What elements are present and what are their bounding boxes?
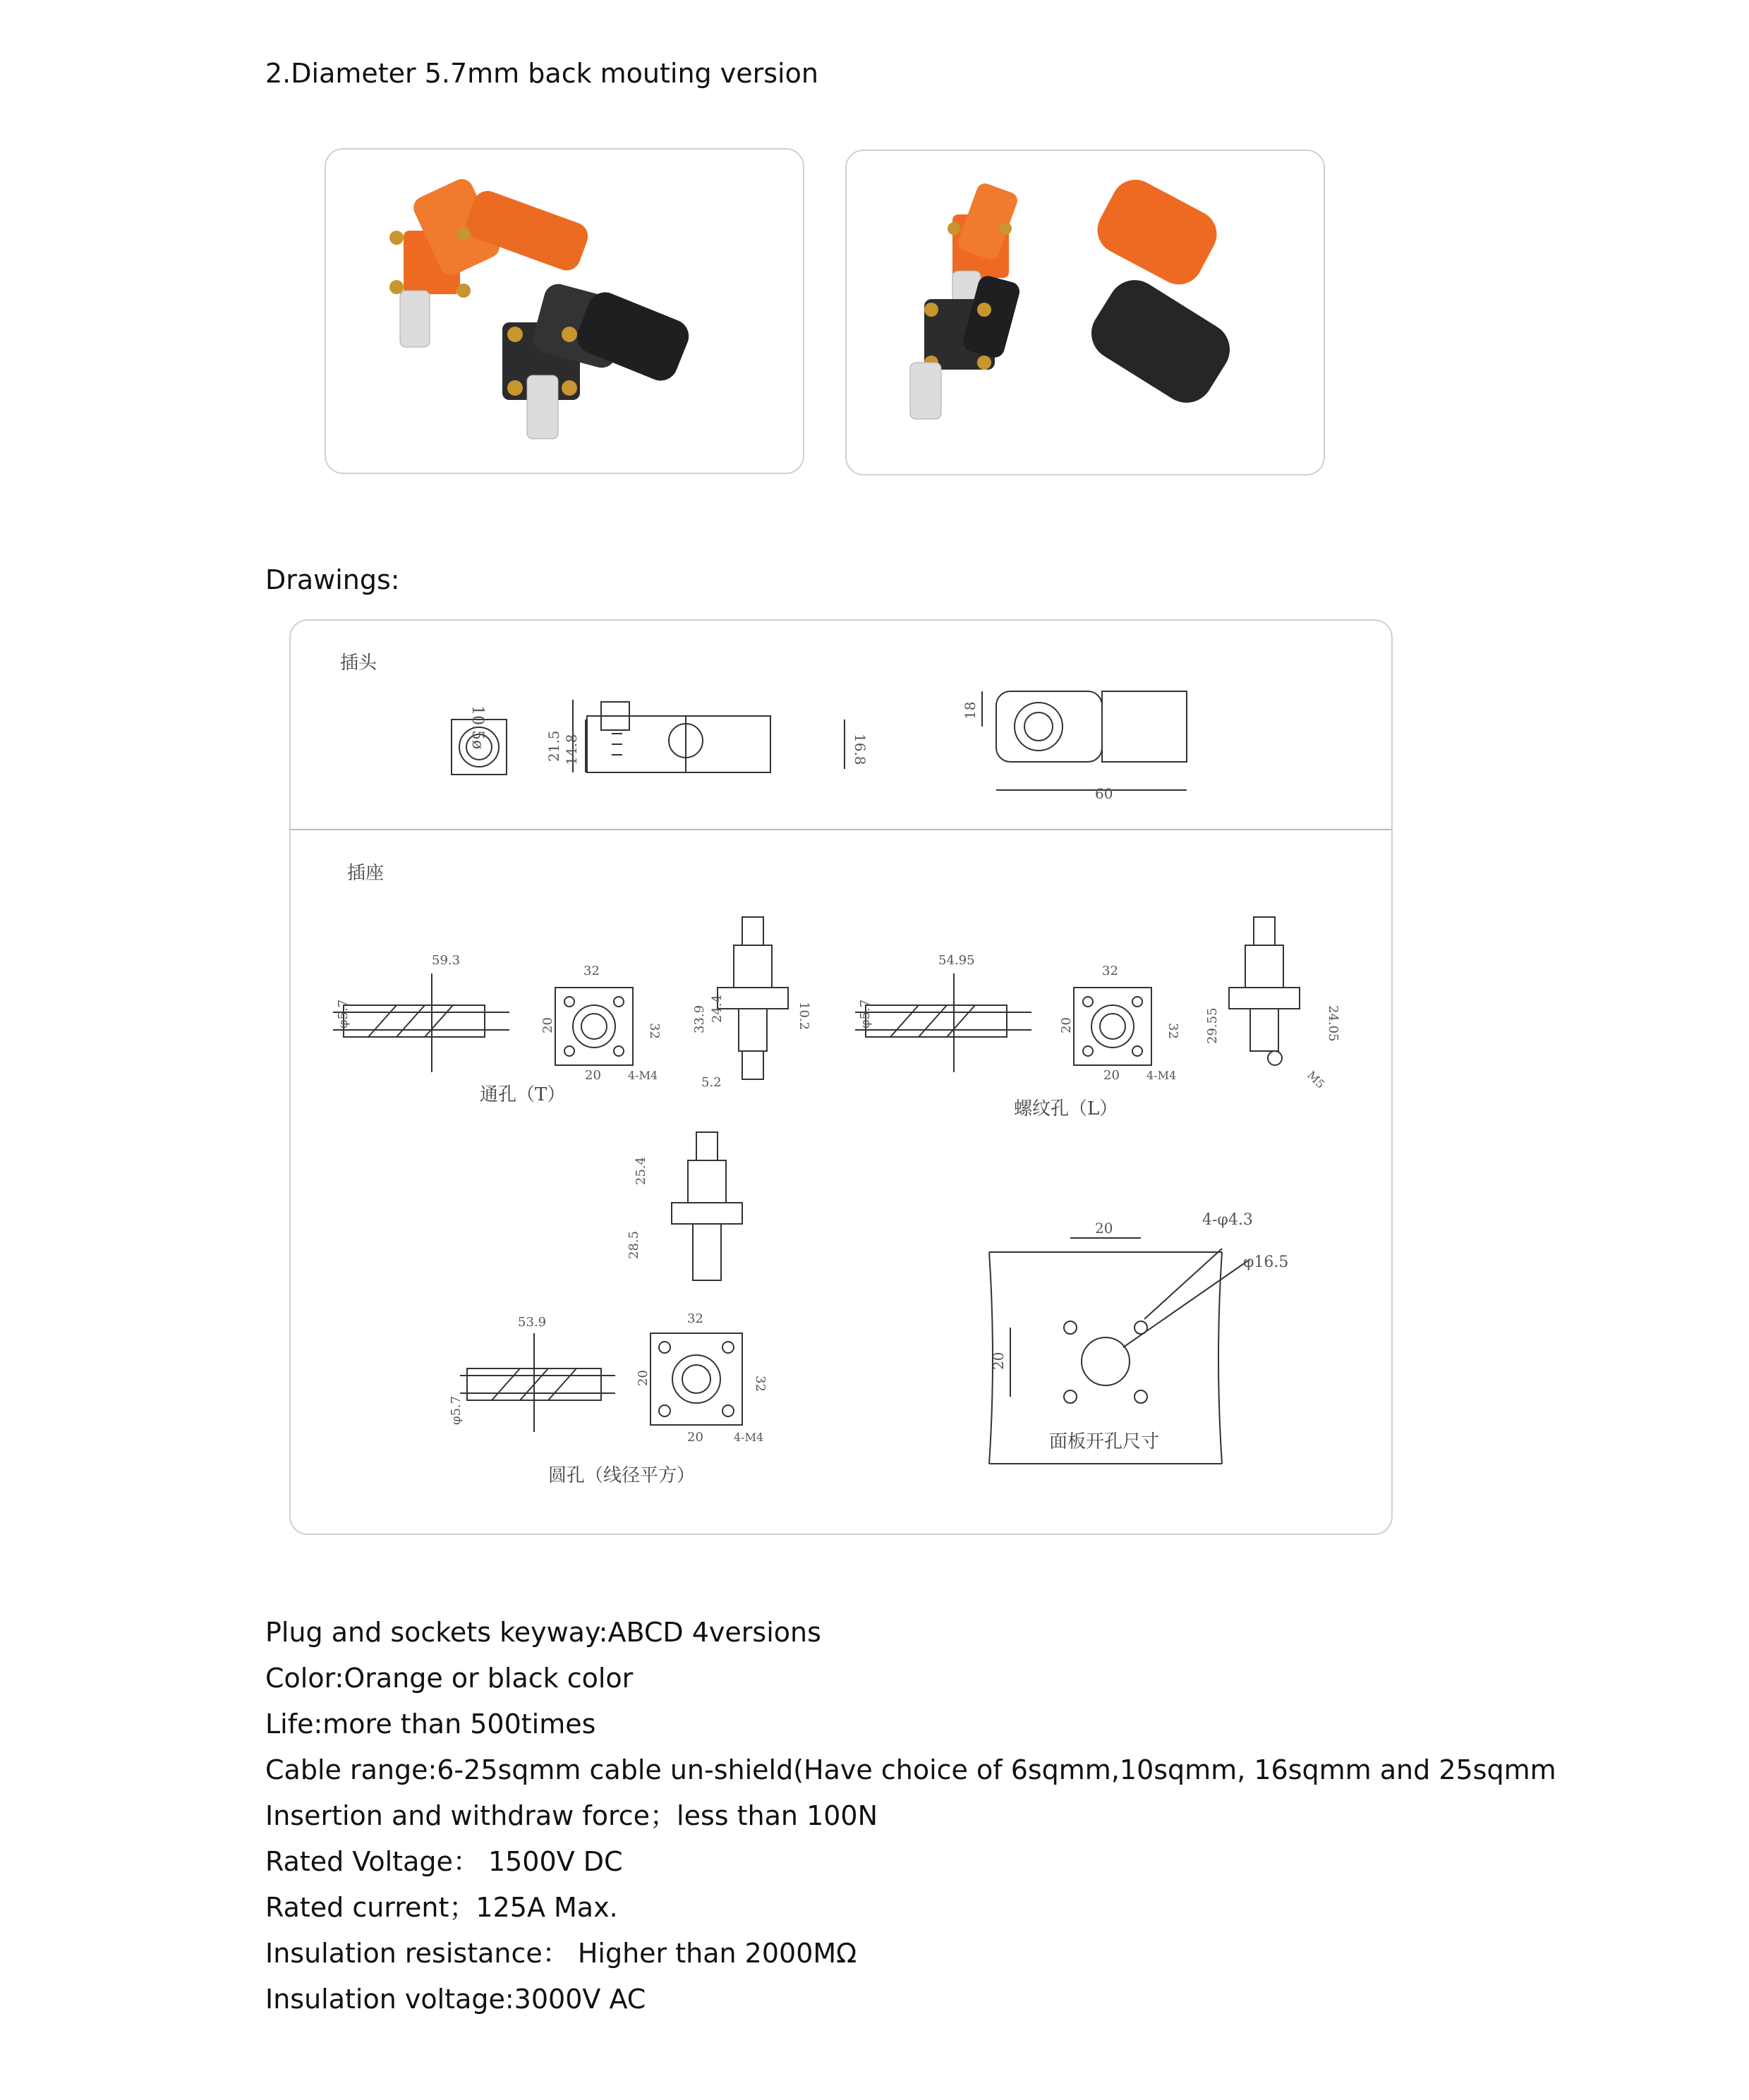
dim-plug-top-h: 18 — [962, 701, 979, 720]
socket-l-front-view — [1074, 988, 1151, 1065]
socket-t-side-view — [333, 973, 509, 1072]
dim-t-pitch: 20 — [540, 1017, 555, 1033]
dim-l-dia: φ5.7 — [858, 999, 873, 1028]
dim-l-sq2: 32 — [1166, 1023, 1180, 1039]
dim-l-h1: 29.55 — [1205, 1007, 1220, 1044]
spec-keyway: Plug and sockets keyway:ABCD 4versions — [265, 1617, 821, 1648]
label-round-hole: 圆孔（线径平方） — [548, 1465, 696, 1486]
dim-r-h2: 28.5 — [627, 1230, 641, 1259]
dim-l-len: 54.95 — [938, 953, 975, 968]
dim-t-pitch2: 20 — [585, 1068, 601, 1083]
dim-t-dia: φ5.7 — [336, 999, 351, 1028]
technical-drawings — [289, 619, 1393, 1535]
dim-t-h3: 10.2 — [797, 1002, 811, 1031]
socket-r-elevation — [672, 1132, 742, 1280]
label-plug: 插头 — [340, 653, 377, 674]
black-plug — [1082, 270, 1240, 413]
dim-r-dia: φ5.7 — [449, 1395, 464, 1425]
label-through-hole: 通孔（T） — [480, 1084, 566, 1105]
spec-insulation-resistance: Insulation resistance： Higher than 2000MΩ — [265, 1938, 857, 1969]
dim-l-thread: 4-M4 — [1146, 1069, 1177, 1082]
dim-r-len: 53.9 — [518, 1315, 547, 1330]
orange-plug — [1089, 171, 1225, 293]
socket-r-front-view — [650, 1333, 742, 1425]
dim-l-pitch: 20 — [1059, 1017, 1074, 1033]
spec-color: Color:Orange or black color — [265, 1663, 634, 1694]
dim-panel-center: φ16.5 — [1243, 1254, 1289, 1271]
dim-t-h4: 5.2 — [701, 1075, 722, 1090]
plug-top-view — [982, 691, 1187, 790]
socket-t-front-view — [555, 988, 633, 1065]
connector-photo-illustration — [326, 150, 803, 473]
dim-l-sq: 32 — [1102, 964, 1118, 978]
dim-t-sq2: 32 — [647, 1023, 662, 1039]
dim-r-pitch2: 20 — [687, 1430, 703, 1445]
dim-t-thread: 4-M4 — [628, 1069, 658, 1082]
dim-t-h2: 24.4 — [710, 994, 725, 1023]
dim-r-sq: 32 — [687, 1311, 703, 1326]
product-photo-left — [325, 148, 804, 474]
spec-cable-range: Cable range:6-25sqmm cable un-shield(Have choice of 6sqmm,10sqmm, 16sqmm and 25sqmm — [265, 1754, 1556, 1785]
dim-panel-pitch: 20 — [1095, 1220, 1113, 1237]
spec-rated-voltage: Rated Voltage： 1500V DC — [265, 1846, 623, 1877]
drawings-title: Drawings: — [265, 564, 400, 595]
section-title: 2.Diameter 5.7mm back mouting version — [265, 58, 818, 89]
dim-t-h1: 33.9 — [692, 1005, 707, 1033]
spec-life: Life:more than 500times — [265, 1708, 596, 1740]
dim-r-thread: 4-M4 — [734, 1431, 764, 1444]
socket-r-side-view — [460, 1333, 615, 1432]
socket-l-side-view — [855, 973, 1031, 1072]
spec-insulation-voltage: Insulation voltage:3000V AC — [265, 1984, 646, 2015]
connector-pair-photo-illustration — [847, 151, 1324, 474]
dim-t-sq: 32 — [583, 964, 600, 978]
dim-plug-h3: 16.8 — [852, 734, 869, 765]
dim-l-m5: M5 — [1305, 1068, 1328, 1091]
dim-r-h1: 25.4 — [634, 1156, 648, 1185]
dim-plug-dia: 10.5ø — [468, 705, 486, 750]
dim-panel-pitch2: 20 — [990, 1352, 1007, 1370]
dim-panel-holes: 4-φ4.3 — [1202, 1211, 1253, 1229]
dim-l-pitch2: 20 — [1103, 1068, 1120, 1083]
spec-insertion-force: Insertion and withdraw force；less than 100N — [265, 1800, 878, 1831]
dim-t-len: 59.3 — [432, 953, 461, 968]
panel-cutout — [989, 1238, 1250, 1464]
dim-r-sq2: 32 — [753, 1376, 768, 1392]
dim-l-h2: 24.05 — [1326, 1005, 1341, 1042]
product-photo-right — [845, 150, 1325, 475]
dim-r-pitch: 20 — [636, 1370, 650, 1386]
spec-rated-current: Rated current；125A Max. — [265, 1892, 618, 1923]
dim-plug-h2: 14.8 — [563, 734, 580, 765]
label-threaded-hole: 螺纹孔（L） — [1014, 1098, 1118, 1119]
plug-side-view — [573, 700, 845, 772]
dim-plug-h1: 21.5 — [545, 730, 562, 762]
label-socket: 插座 — [347, 863, 385, 884]
drawings-svg — [291, 621, 1391, 1534]
dim-plug-len: 60 — [1095, 785, 1113, 802]
label-panel-cutout: 面板开孔尺寸 — [1049, 1431, 1160, 1452]
black-connector — [502, 281, 694, 439]
socket-l-elevation — [1229, 917, 1300, 1065]
socket-t-elevation — [718, 917, 788, 1079]
